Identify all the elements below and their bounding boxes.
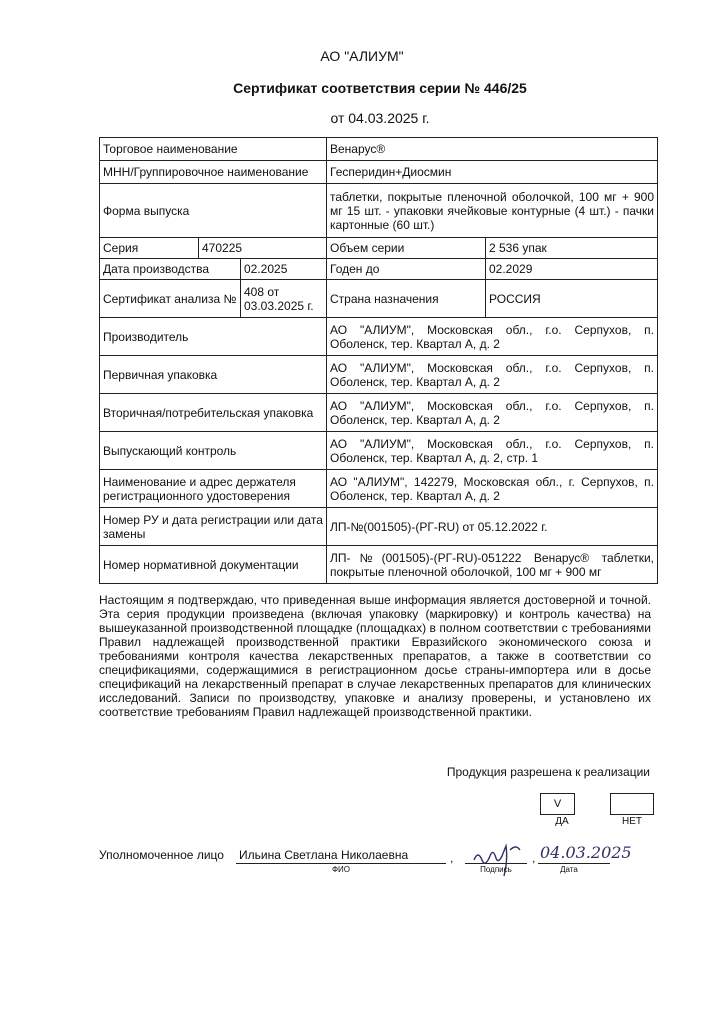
nd-label: Номер нормативной документации (100, 546, 327, 584)
table-row (100, 318, 658, 356)
country-label: Страна назначения (327, 280, 486, 318)
table-row (100, 238, 658, 259)
series-value: 470225 (199, 238, 327, 259)
date-underline (538, 863, 610, 864)
table-row (100, 259, 658, 280)
certificate-table (99, 137, 658, 584)
fio-value: Ильина Светлана Николаевна (239, 848, 409, 862)
country-value: РОССИЯ (486, 280, 658, 318)
release-control-value: АО "АЛИУМ", Московская обл., г.о. Серпухов, п. Оболенск, тер. Квартал А, д. 2, стр. 1 (327, 432, 658, 470)
date-caption: Дата (560, 865, 578, 874)
analysis-value: 408 от 03.03.2025 г. (241, 280, 327, 318)
yes-label: ДА (555, 816, 569, 827)
table-row (100, 508, 658, 546)
production-date-value: 02.2025 (241, 259, 327, 280)
expiry-value: 02.2029 (486, 259, 658, 280)
table-row (100, 394, 658, 432)
no-checkbox[interactable] (610, 793, 654, 815)
volume-label: Объем серии (327, 238, 486, 259)
trade-name-value: Венарус® (327, 138, 658, 161)
table-row (100, 356, 658, 394)
secondary-pack-label: Вторичная/потребительская упаковка (100, 394, 327, 432)
confirmation-statement: Настоящим я подтверждаю, что приведенная выше информация является достоверной и точной. Эта серия продукции произведена (включая упаковку (маркировку) и контроль качества) на вышеуказанной производственной площадке (площадках) в полном соответствии с требованиями Правил надлежащей производственной практики Евразийского экономического союза и требованиями контроля качества лекарственных препаратов, а также в соответствии со спецификациями, содержащимися в регистрационном досье страны-импортера или в досье спецификаций на лекарственный препарат в случае лекарственных препаратов для клинических исследований. Записи по производству, упаковке и анализу проверены, и установлено их соответствие требованиям Правил надлежащей производственной практики. (99, 593, 651, 719)
company-name: АО "АЛИУМ" (320, 48, 404, 64)
table-row (100, 138, 658, 161)
expiry-label: Годен до (327, 259, 486, 280)
primary-pack-label: Первичная упаковка (100, 356, 327, 394)
form-value: таблетки, покрытые пленочной оболочкой, 100 мг + 900 мг 15 шт. - упаковки ячейковые контурные (4 шт.) - пачки картонные (60 шт.) (327, 184, 658, 238)
handwritten-date: 04.03.2025 (540, 843, 632, 862)
table-row (100, 432, 658, 470)
holder-label: Наименование и адрес держателя регистрационного удостоверения (100, 470, 327, 508)
ru-label: Номер РУ и дата регистрации или дата замены (100, 508, 327, 546)
nd-value: ЛП-№(001505)-(РГ-RU)-051222 Венарус® таблетки, покрытые пленочной оболочкой, 100 мг + 900 мг (327, 546, 658, 584)
production-date-label: Дата производства (100, 259, 241, 280)
fio-caption: ФИО (331, 865, 351, 874)
certificate-title: Сертификат соответствия серии № 446/25 (233, 80, 527, 96)
release-permission-text: Продукция разрешена к реализации (446, 765, 650, 779)
volume-value: 2 536 упак (486, 238, 658, 259)
signature-caption: Подпись (480, 865, 512, 874)
certificate-date: от 04.03.2025 г. (330, 110, 430, 126)
inn-value: Гесперидин+Диосмин (327, 161, 658, 184)
yes-checkbox[interactable]: V (540, 793, 575, 815)
handwritten-signature (470, 840, 530, 884)
ru-value: ЛП-№(001505)-(РГ-RU) от 05.12.2022 г. (327, 508, 658, 546)
release-control-label: Выпускающий контроль (100, 432, 327, 470)
manufacturer-value: АО "АЛИУМ", Московская обл., г.о. Серпухов, п. Оболенск, тер. Квартал А, д. 2 (327, 318, 658, 356)
secondary-pack-value: АО "АЛИУМ", Московская обл., г.о. Серпухов, п. Оболенск, тер. Квартал А, д. 2 (327, 394, 658, 432)
trade-name-label: Торговое наименование (100, 138, 327, 161)
analysis-label: Сертификат анализа № (100, 280, 241, 318)
holder-value: АО "АЛИУМ", 142279, Московская обл., г. Серпухов, п. Оболенск, тер. Квартал А, д. 2 (327, 470, 658, 508)
primary-pack-value: АО "АЛИУМ", Московская обл., г.о. Серпухов, п. Оболенск, тер. Квартал А, д. 2 (327, 356, 658, 394)
series-label: Серия (100, 238, 199, 259)
form-label: Форма выпуска (100, 184, 327, 238)
no-label: НЕТ (622, 816, 642, 827)
authorized-person-label: Уполномоченное лицо (99, 848, 224, 862)
comma-separator: , (450, 851, 454, 865)
manufacturer-label: Производитель (100, 318, 327, 356)
table-row (100, 470, 658, 508)
inn-label: МНН/Группировочное наименование (100, 161, 327, 184)
fio-underline (236, 863, 446, 864)
table-row (100, 280, 658, 318)
table-row (100, 184, 658, 238)
comma-separator: , (532, 851, 536, 865)
table-row (100, 546, 658, 584)
table-row (100, 161, 658, 184)
